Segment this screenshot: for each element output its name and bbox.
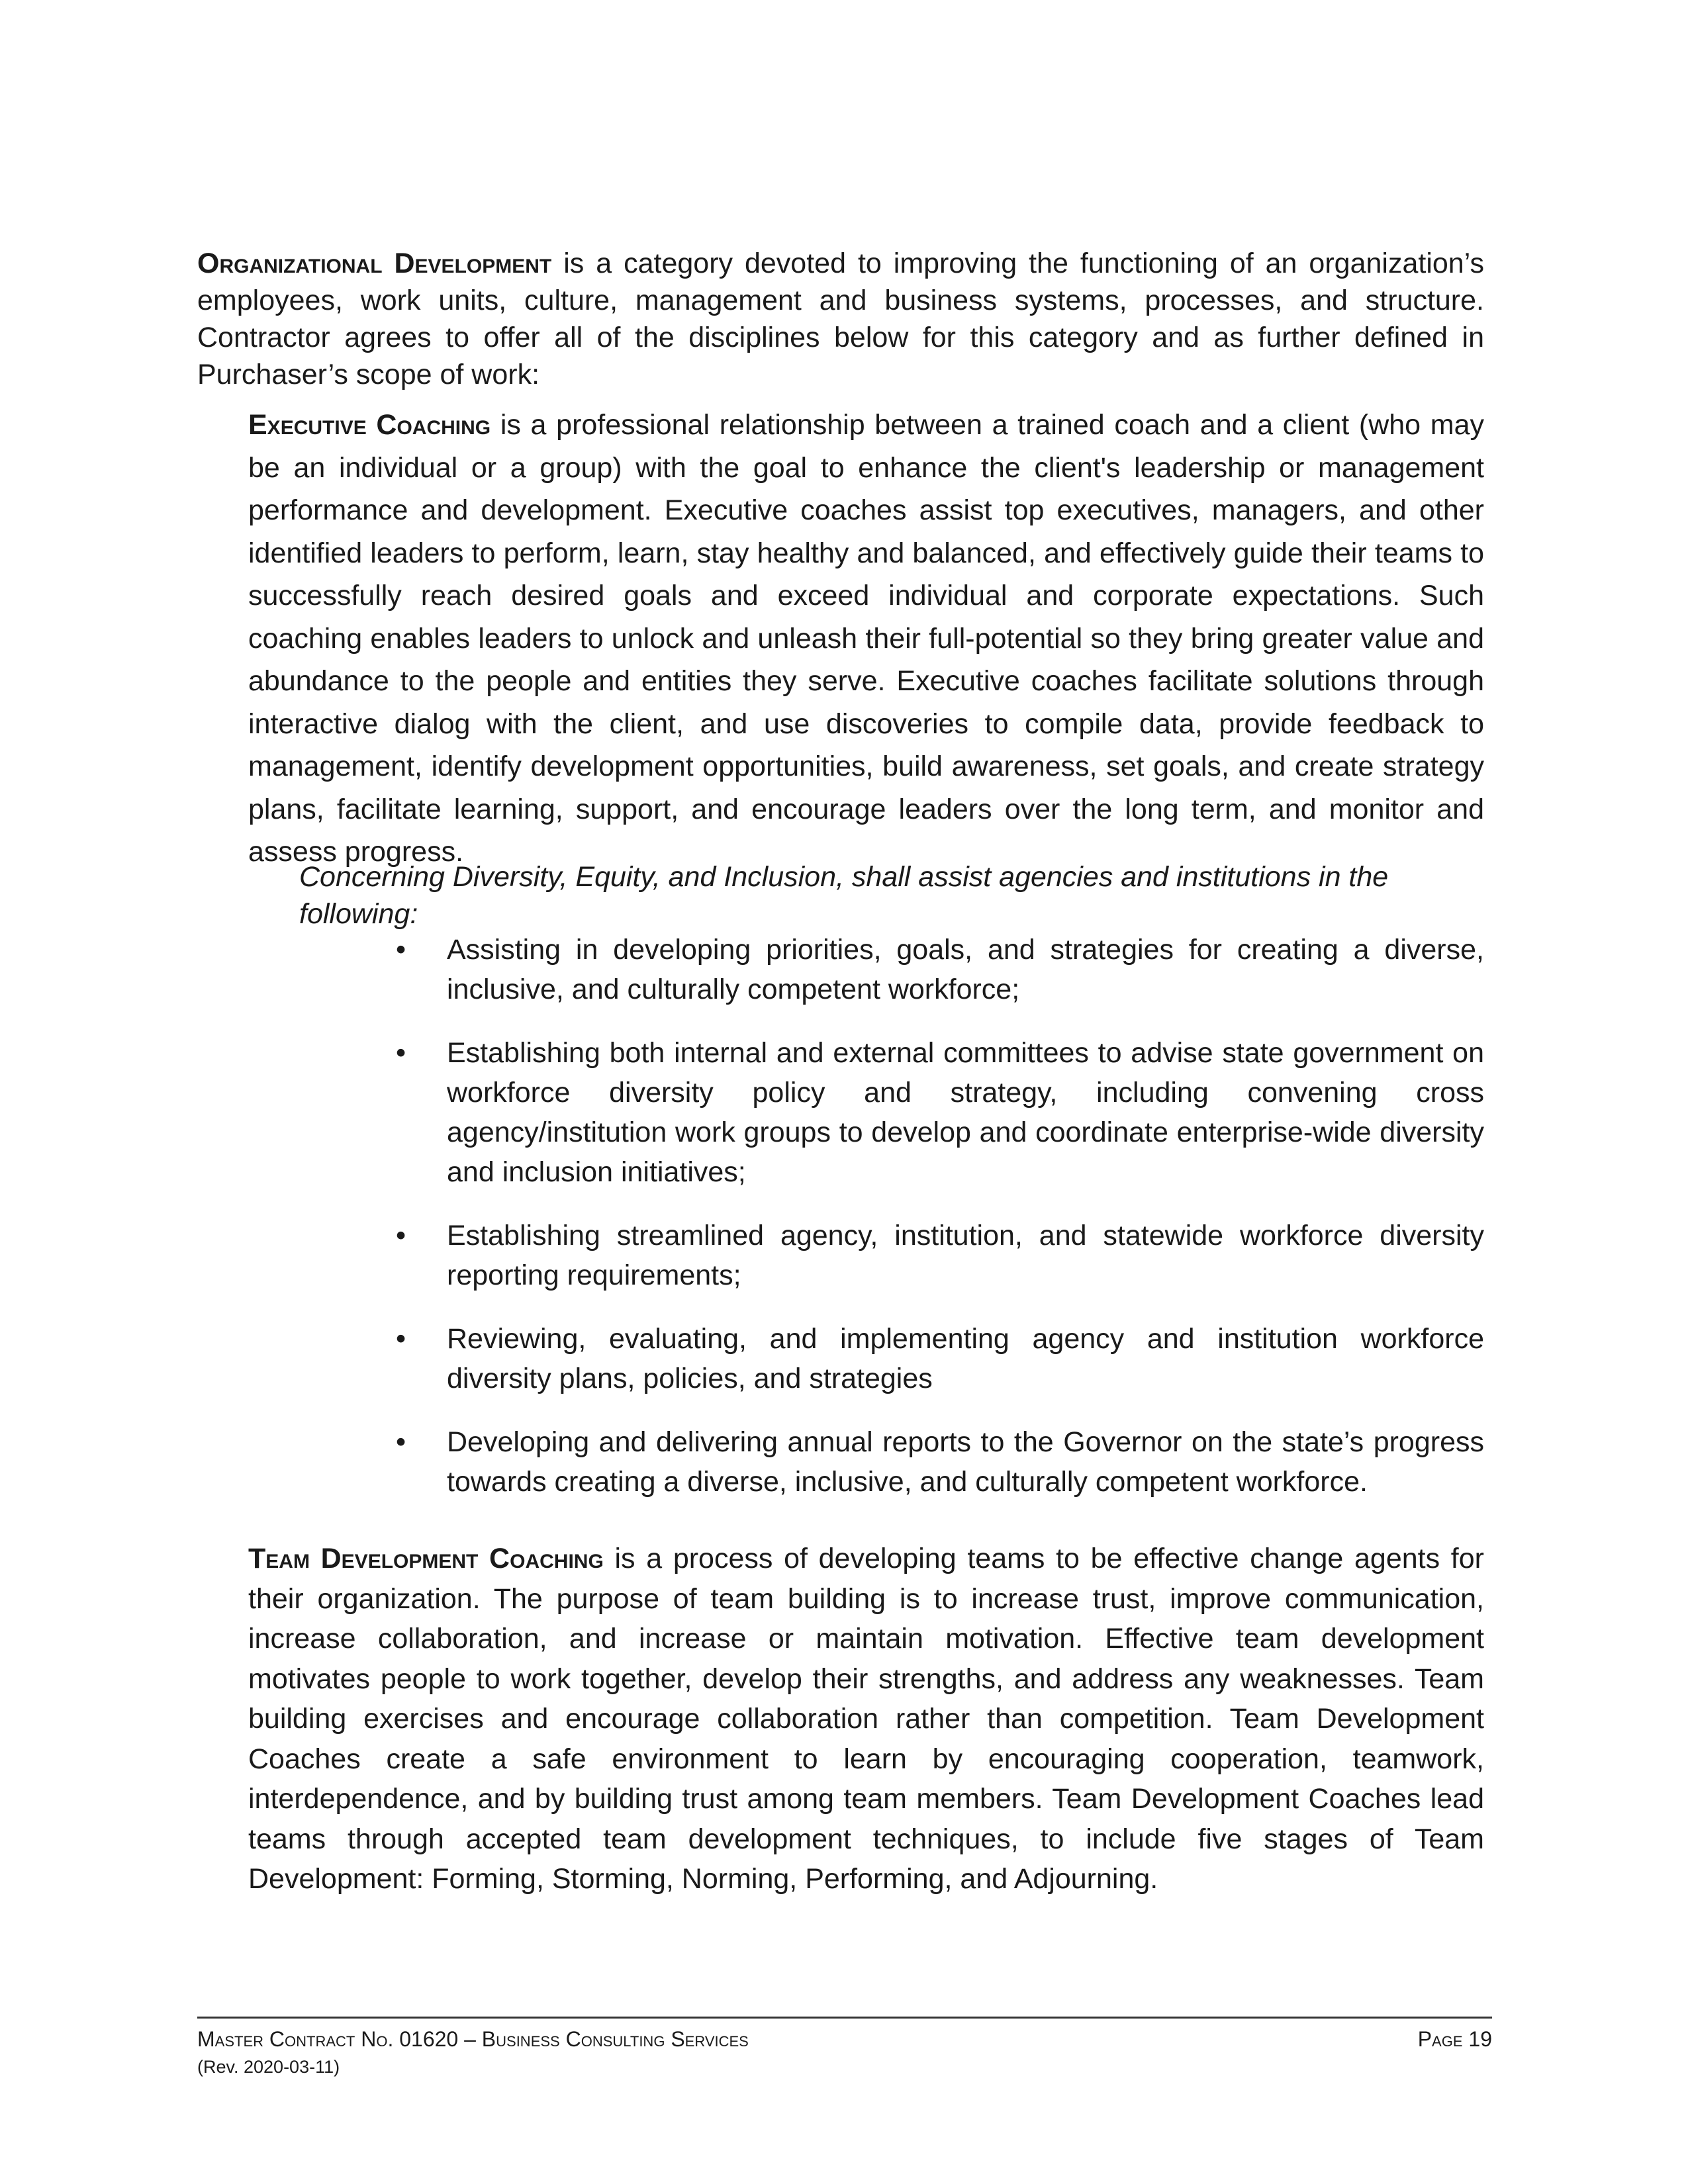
bullet-icon: • [396, 934, 406, 966]
list-item [396, 1319, 1484, 1398]
list-item [396, 1033, 1484, 1192]
list-item [396, 1216, 1484, 1295]
team-development-paragraph [248, 1539, 1484, 1899]
footer-revision: (Rev. 2020-03-11) [197, 2057, 340, 2077]
list-item [396, 1422, 1484, 1502]
dei-intro: Concerning Diversity, Equity, and Inclusion, shall assist agencies and institutions in the following: [299, 861, 1389, 930]
list-item-text: Assisting in developing priorities, goals, and strategies for creating a diverse, inclusive, and culturally competent workforce; [447, 934, 1484, 1005]
list-item [396, 930, 1484, 1009]
list-item-text: Establishing both internal and external committees to advise state government on workforce diversity policy and strategy, including convening cross agency/institution work groups to develop and coordinate enterprise-wide diversity and inclusion initiatives; [447, 1037, 1484, 1188]
executive-coaching-term: Executive Coaching [248, 409, 491, 441]
bullet-icon: • [396, 1426, 406, 1458]
list-item-text: Developing and delivering annual reports to the Governor on the state’s progress towards creating a diverse, inclusive, and culturally competent workforce. [447, 1426, 1484, 1498]
list-item-text: Reviewing, evaluating, and implementing agency and institution workforce diversity plans, policies, and strategies [447, 1323, 1484, 1394]
organizational-development-term: Organizational Development [197, 248, 552, 279]
dei-bullet-list [396, 930, 1484, 1525]
list-item-text: Establishing streamlined agency, institution, and statewide workforce diversity reporting requirements; [447, 1220, 1484, 1291]
executive-coaching-paragraph [248, 404, 1484, 874]
executive-coaching-text: is a professional relationship between a trained coach and a client (who may be an individual or a group) with the goal to enhance the client's leadership or management performance and development. Executive coaches assist top executives, managers, and other identified leaders to perform, learn, stay healthy and balanced, and effectively guide their teams to successfully reach desired goals and exceed individual and corporate expectations. Such coaching enables leaders to unlock and unleash their full-potential so they bring greater value and abundance to the people and entities they serve. Executive coaches facilitate solutions through interactive dialog with the client, and use discoveries to compile data, provide feedback to management, identify development opportunities, build awareness, set goals, and create strategy plans, facilitate learning, support, and encourage leaders over the long term, and monitor and assess progress. [248, 409, 1485, 868]
team-development-text: is a process of developing teams to be effective change agents for their organization. The purpose of team building is to increase trust, improve communication, increase collaboration, and increase or maintain motivation. Effective team development motivates people to work together, develop their strengths, and address any weaknesses. Team building exercises and encourage collaboration rather than competition. Team Development Coaches create a safe environment to learn by encouraging cooperation, teamwork, interdependence, and by building trust among team members. Team Development Coaches lead teams through accepted team development techniques, to include five stages of Team Development: Forming, Storming, Norming, Performing, and Adjourning. [248, 1543, 1484, 1895]
bullet-icon: • [396, 1037, 406, 1069]
footer-contract-title: Master Contract No. 01620 – Business Consulting Services [197, 2027, 749, 2051]
organizational-development-paragraph [197, 245, 1484, 393]
team-development-term: Team Development Coaching [248, 1543, 604, 1574]
organizational-development-text: is a category devoted to improving the functioning of an organization’s employees, work units, culture, management and business systems, processes, and structure. Contractor agrees to offer all of the disciplines below for this category and as further defined in Purchaser’s scope of work: [197, 248, 1484, 390]
bullet-icon: • [396, 1220, 406, 1251]
footer-divider [197, 2017, 1492, 2019]
bullet-icon: • [396, 1323, 406, 1355]
footer-page-number: Page 19 [1417, 2027, 1492, 2051]
